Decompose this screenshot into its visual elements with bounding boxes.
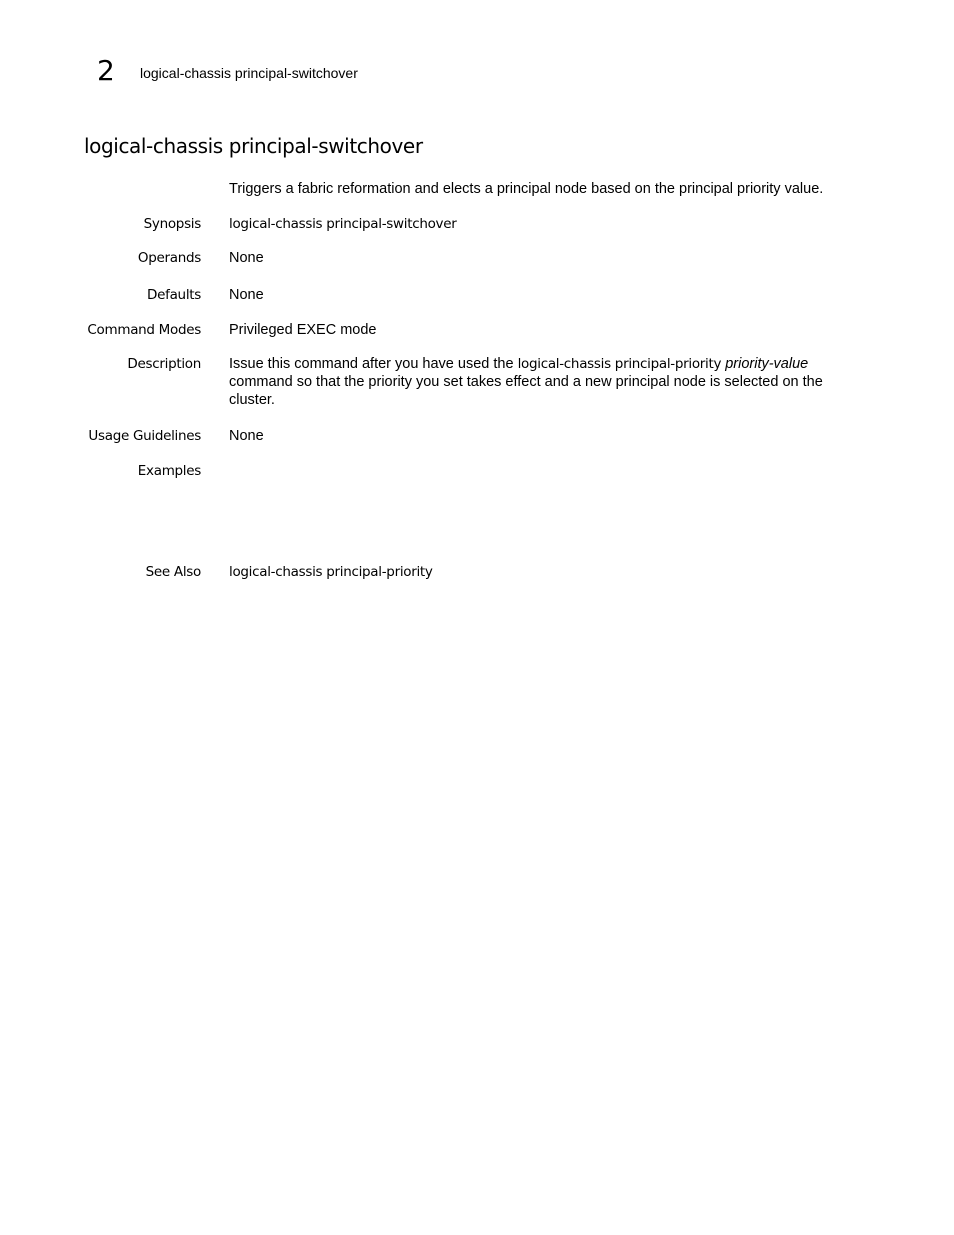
running-header-title: logical-chassis principal-switchover xyxy=(140,65,358,81)
description-label: Description xyxy=(127,356,201,372)
description-value xyxy=(229,355,849,409)
see-also-link[interactable]: logical-chassis principal-priority xyxy=(229,564,433,580)
intro-paragraph: Triggers a fabric reformation and elects a principal node based on the principal priority value. xyxy=(229,181,824,197)
synopsis-label: Synopsis xyxy=(143,216,201,232)
defaults-value: None xyxy=(229,287,264,303)
chapter-number: 2 xyxy=(97,54,115,87)
operands-label: Operands xyxy=(137,250,201,266)
description-text-before: Issue this command after you have used the xyxy=(229,356,518,372)
examples-label: Examples xyxy=(137,463,201,479)
section-title: logical-chassis principal-switchover xyxy=(84,134,423,158)
description-text-after: command so that the priority you set takes effect and a new principal node is selected on the cluster. xyxy=(229,374,823,408)
defaults-label: Defaults xyxy=(147,287,201,303)
operands-value: None xyxy=(229,250,264,266)
see-also-label: See Also xyxy=(145,564,201,580)
synopsis-value: logical-chassis principal-switchover xyxy=(229,216,457,232)
page-header xyxy=(97,54,358,88)
description-argument: priority-value xyxy=(725,356,809,372)
description-command: logical-chassis principal-priority xyxy=(517,356,722,372)
usage-guidelines-label: Usage Guidelines xyxy=(88,428,201,444)
command-modes-label: Command Modes xyxy=(87,322,201,338)
usage-guidelines-value: None xyxy=(229,428,264,444)
command-modes-value: Privileged EXEC mode xyxy=(229,322,377,338)
